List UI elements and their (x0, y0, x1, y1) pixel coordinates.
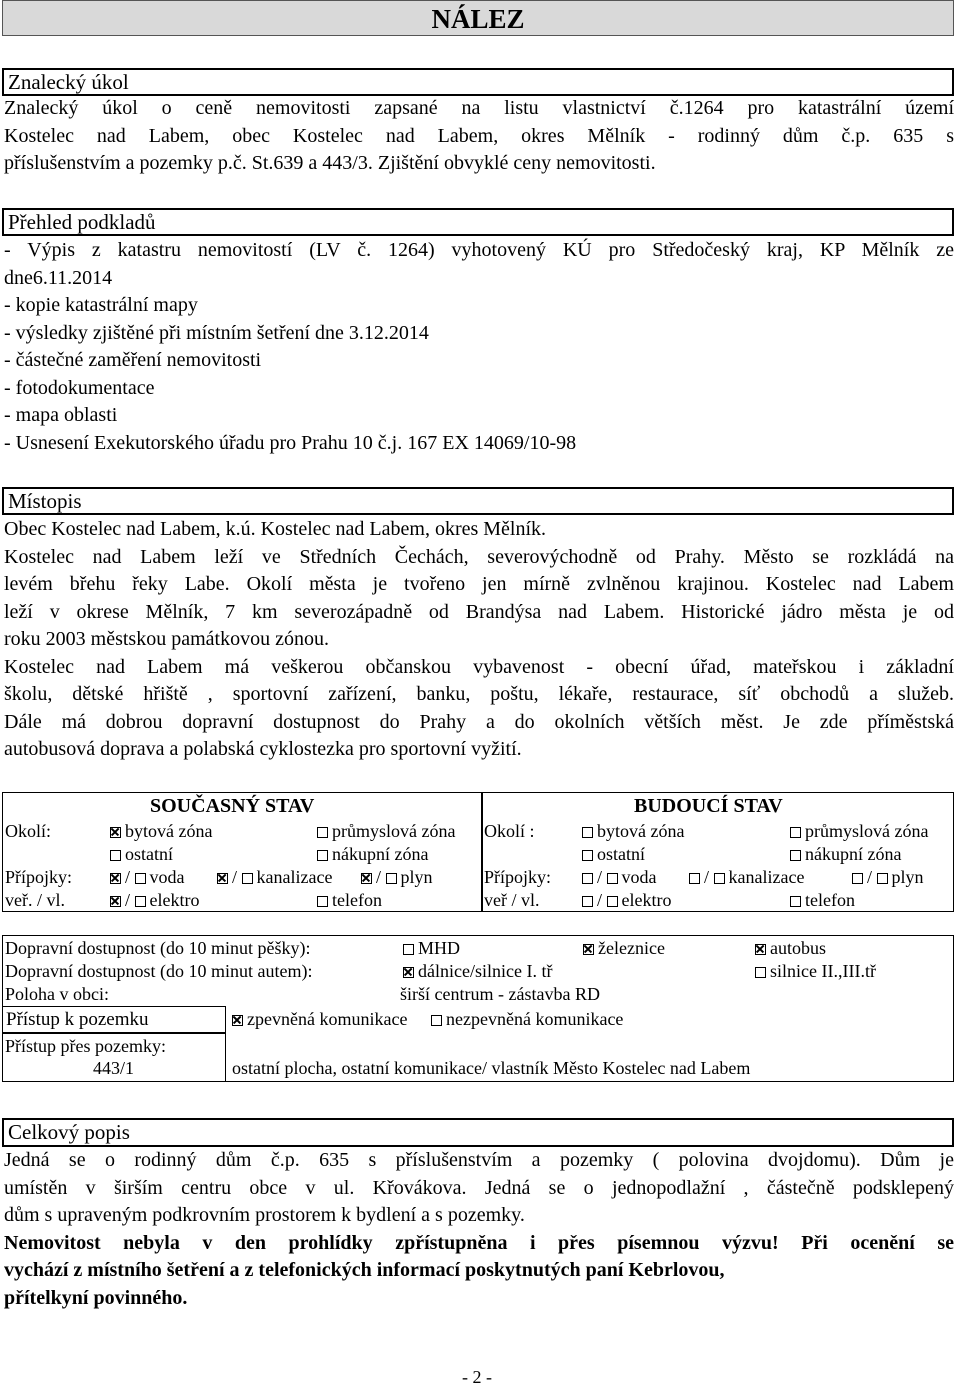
checkbox-item[interactable] (232, 1008, 407, 1031)
checkbox-icon (755, 967, 766, 978)
bold-text-line: vychází z místního šetření a z telefonických informací poskytnutých paní Kebrlovou, (4, 1259, 725, 1281)
checkbox-item[interactable] (582, 866, 657, 889)
checkbox-label: telefon (805, 890, 855, 910)
section-heading-prehled: Přehled podkladů (8, 210, 156, 234)
checkbox-label: voda (621, 867, 657, 887)
section-heading-box (2, 68, 954, 96)
checkbox-item[interactable] (689, 866, 804, 889)
checkbox-label: plyn (891, 867, 924, 887)
checkbox-icon (242, 873, 253, 884)
checkbox-label: voda (149, 867, 185, 887)
section-heading-box (2, 1118, 954, 1147)
checkbox-item[interactable] (317, 889, 382, 912)
checkbox-label: dálnice/silnice I. tř (418, 961, 553, 981)
text-line: - Výpis z katastru nemovitostí (LV č. 1264) vyhotovený KÚ pro Středočeský kraj, KP Mělník ze (4, 239, 954, 261)
bold-text-line: Nemovitost nebyla v den prohlídky zpřístupněna i přes písemnou výzvu! Při ocenění se (4, 1231, 954, 1254)
checkbox-item[interactable] (582, 889, 672, 912)
checked-checkbox-icon (217, 873, 228, 884)
checkbox-item[interactable] (110, 820, 212, 843)
text-line: leží v okrese Mělník, 7 km severozápadně od Brandýsa nad Labem. Historické jádro města je od (4, 600, 954, 623)
section-heading-box (2, 487, 954, 515)
checkbox-item[interactable] (403, 937, 460, 960)
checkbox-label: silnice II.,III.tř (770, 961, 876, 981)
checkbox-icon (607, 873, 618, 884)
ver-vl-label-future: veř / vl. (484, 890, 540, 910)
text-line: umístěn v širším centru obce v ul. Křovákova. Jedná se o jednopodlažní , částečně podsklepený (4, 1176, 954, 1199)
checkbox-item[interactable] (431, 1008, 623, 1031)
checkbox-item[interactable] (110, 889, 200, 912)
checkbox-icon (714, 873, 725, 884)
title-bar (2, 0, 954, 36)
pesky-label: Dopravní dostupnost (do 10 minut pěšky): (5, 938, 311, 958)
section-heading-celkovy: Celkový popis (8, 1120, 130, 1144)
text-line: levém břehu řeky Labe. Okolí města je tvořeno jen mírně zvlněnou krajinou. Kostelec nad Labem (4, 573, 954, 595)
text-line: dne6.11.2014 (4, 266, 113, 289)
text-line: Kostelec nad Labem, obec Kostelec nad Labem, okres Mělník - rodinný dům č.p. 635 s (4, 124, 954, 147)
checkbox-label: nákupní zóna (332, 844, 429, 864)
checkbox-label: kanalizace (728, 867, 805, 887)
checkbox-icon (582, 873, 593, 884)
mistopis-text (4, 516, 954, 764)
checkbox-item[interactable] (110, 866, 185, 889)
checked-checkbox-icon (110, 873, 121, 884)
checkbox-label: telefon (332, 890, 382, 910)
checkbox-icon (790, 896, 801, 907)
table-divider (481, 792, 483, 912)
parcel-description: ostatní plocha, ostatní komunikace/ vlastník Město Kostelec nad Labem (232, 1058, 751, 1078)
section-heading-box (2, 208, 954, 236)
checkbox-item[interactable] (403, 960, 552, 983)
slash-text: / (867, 867, 873, 887)
text-line: Znalecký úkol o ceně nemovitosti zapsané na listu vlastnictví č.1264 pro katastrální území (4, 97, 954, 119)
checkbox-item[interactable] (317, 820, 455, 843)
slash-text: / (597, 890, 603, 910)
checkbox-item[interactable] (583, 937, 665, 960)
checkbox-label: elektro (621, 890, 672, 910)
text-line: - částečné zaměření nemovitosti (4, 349, 262, 371)
text-line: roku 2003 městskou památkovou zónou. (4, 628, 329, 650)
current-state-title: SOUČASNÝ STAV (150, 795, 315, 817)
checkbox-icon (386, 873, 397, 884)
checkbox-icon (317, 827, 328, 838)
slash-text: / (125, 890, 131, 910)
ver-vl-label: veř. / vl. (5, 890, 65, 910)
poloha-label: Poloha v obci: (5, 984, 109, 1004)
celkovy-text (4, 1147, 954, 1312)
checked-checkbox-icon (110, 896, 121, 907)
checkbox-icon (689, 873, 700, 884)
checkbox-icon (582, 850, 593, 861)
checkbox-icon (852, 873, 863, 884)
bold-text-line: přítelkyní povinného. (4, 1286, 188, 1309)
text-line: - fotodokumentace (4, 376, 155, 399)
checkbox-item[interactable] (755, 960, 876, 983)
text-line: dům s upraveným podkrovním prostorem k bydlení a s pozemky. (4, 1204, 525, 1226)
text-line: - mapa oblasti (4, 404, 118, 426)
checkbox-label: elektro (149, 890, 200, 910)
checkbox-label: autobus (770, 938, 826, 958)
poloha-value: širší centrum - zástavba RD (400, 984, 600, 1004)
checkbox-label: bytová zóna (597, 821, 685, 841)
checkbox-label: MHD (418, 938, 461, 958)
okoli-label: Okolí: (5, 821, 52, 841)
checkbox-icon (790, 850, 801, 861)
text-line: příslušenstvím a pozemky p.č. St.639 a 443/3. Zjištění obvyklé ceny nemovitosti. (4, 152, 656, 174)
text-line: školu, dětské hřiště , sportovní zařízení, banku, poštu, lékaře, restaurace, síť obchodů a služeb. (4, 683, 954, 705)
checkbox-item[interactable] (361, 866, 433, 889)
checked-checkbox-icon (403, 967, 414, 978)
slash-text: / (125, 867, 131, 887)
text-line: - Usnesení Exekutorského úřadu pro Prahu 10 č.j. 167 EX 14069/10-98 (4, 431, 577, 454)
text-line: Dále má dobrou dopravní dostupnost do Prahy a do okolních větších měst. Je zde příměstská (4, 710, 954, 733)
checked-checkbox-icon (110, 827, 121, 838)
checkbox-label: bytová zóna (125, 821, 213, 841)
slash-text: / (376, 867, 382, 887)
section-heading-mistopis: Místopis (8, 489, 82, 513)
checkbox-label: průmyslová zóna (805, 821, 929, 841)
pristup-label-box (2, 1006, 226, 1033)
checkbox-icon (403, 944, 414, 955)
checkbox-item[interactable] (217, 866, 332, 889)
checkbox-label: železnice (598, 938, 665, 958)
text-line: - kopie katastrální mapy (4, 294, 198, 316)
checkbox-label: kanalizace (256, 867, 333, 887)
checkbox-label: zpevněná komunikace (247, 1009, 408, 1029)
slash-text: / (232, 867, 238, 887)
checkbox-icon (110, 850, 121, 861)
checkbox-label: plyn (400, 867, 433, 887)
checkbox-label: nákupní zóna (805, 844, 902, 864)
pripojky-label-future: Přípojky: (484, 867, 552, 887)
checkbox-item[interactable] (110, 843, 173, 866)
checkbox-icon (431, 1015, 442, 1026)
parcel-number: 443/1 (93, 1058, 135, 1078)
slash-text: / (704, 867, 710, 887)
text-line: - výsledky zjištěné při místním šetření dne 3.12.2014 (4, 321, 429, 344)
prehled-text (4, 237, 954, 457)
page-number: - 2 - (462, 1367, 492, 1387)
text-line: Obec Kostelec nad Labem, k.ú. Kostelec nad Labem, okres Mělník. (4, 518, 547, 540)
checkbox-item[interactable] (852, 866, 924, 889)
checked-checkbox-icon (232, 1015, 243, 1026)
checked-checkbox-icon (755, 944, 766, 955)
checkbox-item[interactable] (582, 843, 645, 866)
checkbox-label: ostatní (125, 844, 173, 864)
checkbox-icon (317, 896, 328, 907)
text-line: Jedná se o rodinný dům č.p. 635 s příslušenstvím a pozemky ( polovina dvojdomu). Dům je (4, 1149, 954, 1171)
checkbox-icon (790, 827, 801, 838)
page-title: NÁLEZ (431, 4, 525, 34)
checkbox-item[interactable] (790, 843, 901, 866)
text-line: autobusová doprava a polabská cyklostezka pro sportovní vyžití. (4, 738, 522, 760)
okoli-label-future: Okolí : (484, 821, 535, 841)
checkbox-icon (135, 896, 146, 907)
pristup-label: Přístup k pozemku (6, 1009, 149, 1030)
checkbox-icon (582, 896, 593, 907)
znalecky-ukol-text (4, 95, 954, 178)
slash-text: / (597, 867, 603, 887)
checkbox-label: nezpevněná komunikace (446, 1009, 624, 1029)
checkbox-item[interactable] (582, 820, 684, 843)
checkbox-item[interactable] (317, 843, 428, 866)
checkbox-item[interactable] (790, 820, 928, 843)
checkbox-item[interactable] (790, 889, 855, 912)
checkbox-item[interactable] (755, 937, 826, 960)
section-heading-znalecky-ukol: Znalecký úkol (8, 70, 129, 94)
pristup-pres-label: Přístup přes pozemky: (5, 1036, 166, 1056)
future-state-title: BUDOUCÍ STAV (634, 795, 783, 817)
checked-checkbox-icon (361, 873, 372, 884)
checkbox-label: průmyslová zóna (332, 821, 456, 841)
checkbox-icon (607, 896, 618, 907)
checkbox-icon (877, 873, 888, 884)
pripojky-label: Přípojky: (5, 867, 73, 887)
checked-checkbox-icon (583, 944, 594, 955)
autem-label: Dopravní dostupnost (do 10 minut autem): (5, 961, 313, 981)
text-line: Kostelec nad Labem leží ve Středních Čechách, severovýchodně od Prahy. Město se rozkládá na (4, 545, 954, 568)
checkbox-icon (317, 850, 328, 861)
text-line: Kostelec nad Labem má veškerou občanskou vybavenost - obecní úřad, mateřskou i základní (4, 655, 954, 678)
checkbox-label: ostatní (597, 844, 645, 864)
checkbox-icon (135, 873, 146, 884)
checkbox-icon (582, 827, 593, 838)
